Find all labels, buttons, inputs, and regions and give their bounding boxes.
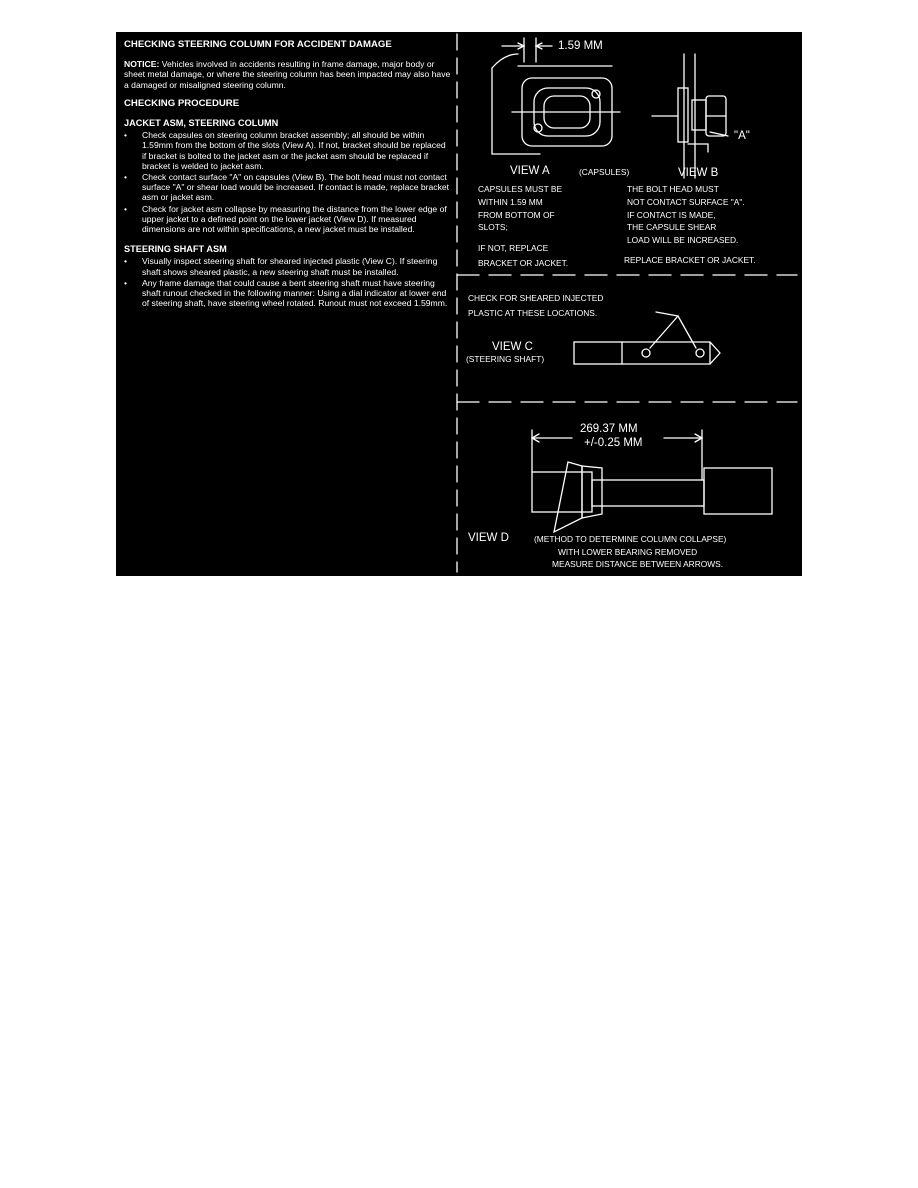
jacket-checklist <box>124 130 452 234</box>
view-c-note-line: PLASTIC AT THESE LOCATIONS. <box>468 308 598 318</box>
list-item: • Check for jacket asm collapse by measuring the distance from the lower edge of upper jacket to a defined point on the lower jacket (View D). If measured dimensions are not within specifications, a new jacket must be installed. <box>124 204 452 235</box>
shaft-checklist <box>124 256 452 308</box>
view-b-note-line: THE BOLT HEAD MUST <box>627 184 719 194</box>
view-a-replace-line: IF NOT, REPLACE <box>478 243 549 253</box>
list-item: • Check contact surface "A" on capsules (View B). The bolt head must not contact surface "A" or shear load would be increased. If contact is made, replace bracket asm or jacket asm. <box>124 172 452 203</box>
view-c-shaft-drawing <box>574 312 720 364</box>
view-d-label: VIEW D <box>468 532 509 544</box>
dimension-label-d: 269.37 MM <box>580 423 638 435</box>
view-c-note-line: CHECK FOR SHEARED INJECTED <box>468 293 604 303</box>
service-manual-panel <box>116 32 802 576</box>
page-title: CHECKING STEERING COLUMN FOR ACCIDENT DAMAGE <box>124 39 392 50</box>
inspection-diagrams <box>452 32 802 576</box>
view-a-note-line: FROM BOTTOM OF <box>478 210 555 220</box>
jacket-heading: JACKET ASM, STEERING COLUMN <box>124 118 279 129</box>
capsules-label: (CAPSULES) <box>579 167 630 177</box>
procedure-text-column <box>124 40 452 318</box>
notice-text: Vehicles involved in accidents resulting in frame damage, major body or sheet metal damage, or where the steering column has been impacted may also have a damaged or misaligned steering column. <box>124 59 451 90</box>
view-b-note-line: IF CONTACT IS MADE, <box>627 210 716 220</box>
view-b-note-line: NOT CONTACT SURFACE "A". <box>627 197 745 207</box>
view-d-jacket-drawing <box>532 430 772 532</box>
view-a-replace-line: BRACKET OR JACKET. <box>478 258 569 268</box>
view-d-caption-line: WITH LOWER BEARING REMOVED <box>558 547 698 557</box>
view-a-note-line: CAPSULES MUST BE <box>478 184 563 194</box>
notice-label: NOTICE: <box>124 59 160 70</box>
view-b-label: VIEW B <box>678 167 719 179</box>
view-a-bracket-drawing <box>492 38 620 154</box>
view-b-note-line: LOAD WILL BE INCREASED. <box>627 235 739 245</box>
surface-a-label: "A" <box>734 130 750 142</box>
view-b-bolt-drawing <box>652 54 728 178</box>
view-c-sublabel: (STEERING SHAFT) <box>466 354 545 364</box>
view-b-note-line: THE CAPSULE SHEAR <box>627 222 717 232</box>
view-a-note-line: WITHIN 1.59 MM <box>478 197 543 207</box>
view-a-note-line: SLOTS; <box>478 222 508 232</box>
list-item: • Any frame damage that could cause a bent steering shaft must have steering shaft runout checked in the following manner: Using a dial indicator at lower end of steering shaft, have steering wheel rotated. Runout must not exceed 1.59mm. <box>124 278 452 309</box>
list-item: • Visually inspect steering shaft for sheared injected plastic (View C). If steering shaft shows sheared plastic, a new steering shaft must be installed. <box>124 256 452 276</box>
view-b-replace-line: REPLACE BRACKET OR JACKET. <box>624 255 756 265</box>
dimension-tolerance-d: +/-0.25 MM <box>584 437 643 449</box>
shaft-heading: STEERING SHAFT ASM <box>124 244 227 255</box>
view-c-label: VIEW C <box>492 341 533 353</box>
list-item: • Check capsules on steering column bracket assembly; all should be within 1.59mm from the bottom of the slots (View A). If not, bracket should be replaced if bracket is bolted to the jacket asm or the jacket asm should be replaced if bracket is welded to jacket asm. <box>124 130 452 171</box>
notice-paragraph <box>124 59 452 90</box>
view-d-caption-line: (METHOD TO DETERMINE COLUMN COLLAPSE) <box>534 534 727 544</box>
procedure-heading: CHECKING PROCEDURE <box>124 97 240 109</box>
view-a-label: VIEW A <box>510 165 550 177</box>
view-d-caption-line: MEASURE DISTANCE BETWEEN ARROWS. <box>552 559 724 569</box>
dimension-label-a: 1.59 MM <box>558 40 603 52</box>
